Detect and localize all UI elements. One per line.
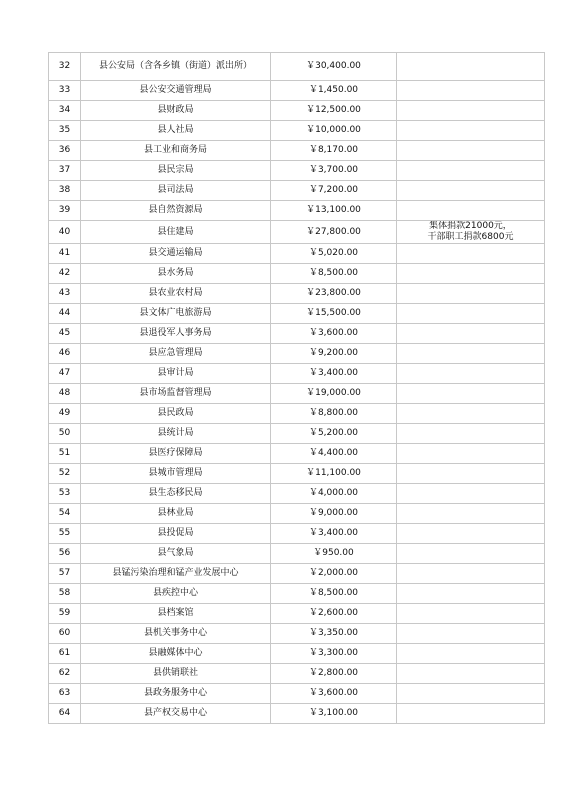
row-number: 34 <box>49 101 81 121</box>
department-name: 县锰污染治理和锰产业发展中心 <box>81 564 271 584</box>
remark-line: 干部职工捐款6800元 <box>427 232 514 242</box>
row-number: 36 <box>49 141 81 161</box>
department-name: 县工业和商务局 <box>81 141 271 161</box>
amount: ￥5,020.00 <box>271 244 397 264</box>
remark <box>397 604 545 624</box>
amount: ￥3,600.00 <box>271 684 397 704</box>
department-name: 县档案馆 <box>81 604 271 624</box>
department-name: 县民宗局 <box>81 161 271 181</box>
amount: ￥27,800.00 <box>271 221 397 244</box>
row-number: 52 <box>49 464 81 484</box>
department-name: 县退役军人事务局 <box>81 324 271 344</box>
remark <box>397 384 545 404</box>
table-row <box>49 584 545 604</box>
row-number: 54 <box>49 504 81 524</box>
amount: ￥15,500.00 <box>271 304 397 324</box>
row-number: 32 <box>49 53 81 81</box>
row-number: 56 <box>49 544 81 564</box>
row-number: 55 <box>49 524 81 544</box>
row-number: 59 <box>49 604 81 624</box>
department-name: 县民政局 <box>81 404 271 424</box>
table-row <box>49 564 545 584</box>
table-row <box>49 424 545 444</box>
remark <box>397 684 545 704</box>
table-row <box>49 304 545 324</box>
table-row <box>49 664 545 684</box>
table-row <box>49 101 545 121</box>
amount: ￥4,000.00 <box>271 484 397 504</box>
department-name: 县财政局 <box>81 101 271 121</box>
amount: ￥8,500.00 <box>271 584 397 604</box>
row-number: 61 <box>49 644 81 664</box>
table-row <box>49 504 545 524</box>
department-name: 县住建局 <box>81 221 271 244</box>
row-number: 57 <box>49 564 81 584</box>
amount: ￥9,200.00 <box>271 344 397 364</box>
row-number: 45 <box>49 324 81 344</box>
amount: ￥19,000.00 <box>271 384 397 404</box>
table-row <box>49 644 545 664</box>
row-number: 46 <box>49 344 81 364</box>
remark <box>397 244 545 264</box>
row-number: 35 <box>49 121 81 141</box>
remark <box>397 181 545 201</box>
table-row <box>49 181 545 201</box>
remark <box>397 304 545 324</box>
table-row <box>49 404 545 424</box>
row-number: 50 <box>49 424 81 444</box>
remark <box>397 161 545 181</box>
table-row <box>49 121 545 141</box>
remark <box>397 464 545 484</box>
table-row <box>49 624 545 644</box>
remark <box>397 141 545 161</box>
amount: ￥7,200.00 <box>271 181 397 201</box>
remark-line: 集体捐款21000元， <box>429 221 512 231</box>
remark <box>397 444 545 464</box>
amount: ￥30,400.00 <box>271 53 397 81</box>
row-number: 41 <box>49 244 81 264</box>
department-name: 县文体广电旅游局 <box>81 304 271 324</box>
department-name: 县人社局 <box>81 121 271 141</box>
department-name: 县农业农村局 <box>81 284 271 304</box>
department-name: 县政务服务中心 <box>81 684 271 704</box>
amount: ￥3,700.00 <box>271 161 397 181</box>
amount: ￥5,200.00 <box>271 424 397 444</box>
table-row <box>49 324 545 344</box>
row-number: 44 <box>49 304 81 324</box>
table-row <box>49 464 545 484</box>
row-number: 37 <box>49 161 81 181</box>
remark <box>397 121 545 141</box>
amount: ￥3,600.00 <box>271 324 397 344</box>
table-row <box>49 221 545 244</box>
amount: ￥2,600.00 <box>271 604 397 624</box>
row-number: 63 <box>49 684 81 704</box>
remark <box>397 504 545 524</box>
amount: ￥8,800.00 <box>271 404 397 424</box>
table-row <box>49 81 545 101</box>
amount: ￥11,100.00 <box>271 464 397 484</box>
table-row <box>49 544 545 564</box>
amount: ￥3,100.00 <box>271 704 397 724</box>
row-number: 38 <box>49 181 81 201</box>
row-number: 40 <box>49 221 81 244</box>
table-row <box>49 524 545 544</box>
department-name: 县林业局 <box>81 504 271 524</box>
amount: ￥8,170.00 <box>271 141 397 161</box>
row-number: 53 <box>49 484 81 504</box>
department-name: 县审计局 <box>81 364 271 384</box>
table-row <box>49 704 545 724</box>
amount: ￥2,800.00 <box>271 664 397 684</box>
row-number: 49 <box>49 404 81 424</box>
amount: ￥3,300.00 <box>271 644 397 664</box>
row-number: 39 <box>49 201 81 221</box>
table-row <box>49 444 545 464</box>
remark <box>397 584 545 604</box>
table-row <box>49 53 545 81</box>
table-body <box>49 53 545 724</box>
amount: ￥4,400.00 <box>271 444 397 464</box>
amount: ￥9,000.00 <box>271 504 397 524</box>
row-number: 51 <box>49 444 81 464</box>
table-row <box>49 284 545 304</box>
remark <box>397 221 545 244</box>
amount: ￥950.00 <box>271 544 397 564</box>
department-name: 县供销联社 <box>81 664 271 684</box>
department-name: 县医疗保障局 <box>81 444 271 464</box>
amount: ￥3,400.00 <box>271 524 397 544</box>
department-name: 县司法局 <box>81 181 271 201</box>
amount: ￥8,500.00 <box>271 264 397 284</box>
remark <box>397 101 545 121</box>
department-name: 县气象局 <box>81 544 271 564</box>
remark <box>397 484 545 504</box>
department-name: 县交通运输局 <box>81 244 271 264</box>
row-number: 42 <box>49 264 81 284</box>
table-row <box>49 264 545 284</box>
remark <box>397 324 545 344</box>
department-name: 县公安交通管理局 <box>81 81 271 101</box>
department-name: 县统计局 <box>81 424 271 444</box>
department-name: 县投促局 <box>81 524 271 544</box>
department-name: 县应急管理局 <box>81 344 271 364</box>
remark <box>397 644 545 664</box>
amount: ￥23,800.00 <box>271 284 397 304</box>
table-row <box>49 604 545 624</box>
table-row <box>49 201 545 221</box>
table-row <box>49 244 545 264</box>
remark <box>397 364 545 384</box>
remark <box>397 264 545 284</box>
remark <box>397 544 545 564</box>
donation-table <box>48 52 545 724</box>
row-number: 48 <box>49 384 81 404</box>
row-number: 33 <box>49 81 81 101</box>
remark <box>397 624 545 644</box>
row-number: 62 <box>49 664 81 684</box>
amount: ￥1,450.00 <box>271 81 397 101</box>
remark <box>397 664 545 684</box>
table-row <box>49 364 545 384</box>
department-name: 县公安局（含各乡镇（街道）派出所） <box>81 53 271 81</box>
remark <box>397 344 545 364</box>
amount: ￥2,000.00 <box>271 564 397 584</box>
remark <box>397 424 545 444</box>
department-name: 县融媒体中心 <box>81 644 271 664</box>
amount: ￥13,100.00 <box>271 201 397 221</box>
department-name: 县市场监督管理局 <box>81 384 271 404</box>
department-name: 县生态移民局 <box>81 484 271 504</box>
department-name: 县城市管理局 <box>81 464 271 484</box>
remark <box>397 53 545 81</box>
row-number: 47 <box>49 364 81 384</box>
table-row <box>49 161 545 181</box>
remark <box>397 404 545 424</box>
remark <box>397 201 545 221</box>
department-name: 县疾控中心 <box>81 584 271 604</box>
table-row <box>49 384 545 404</box>
department-name: 县机关事务中心 <box>81 624 271 644</box>
department-name: 县自然资源局 <box>81 201 271 221</box>
amount: ￥3,350.00 <box>271 624 397 644</box>
amount: ￥3,400.00 <box>271 364 397 384</box>
table-row <box>49 484 545 504</box>
row-number: 58 <box>49 584 81 604</box>
row-number: 60 <box>49 624 81 644</box>
remark <box>397 284 545 304</box>
remark <box>397 81 545 101</box>
table-row <box>49 344 545 364</box>
table-row <box>49 684 545 704</box>
row-number: 43 <box>49 284 81 304</box>
amount: ￥12,500.00 <box>271 101 397 121</box>
remark <box>397 704 545 724</box>
remark <box>397 524 545 544</box>
department-name: 县水务局 <box>81 264 271 284</box>
table-row <box>49 141 545 161</box>
department-name: 县产权交易中心 <box>81 704 271 724</box>
row-number: 64 <box>49 704 81 724</box>
remark <box>397 564 545 584</box>
amount: ￥10,000.00 <box>271 121 397 141</box>
